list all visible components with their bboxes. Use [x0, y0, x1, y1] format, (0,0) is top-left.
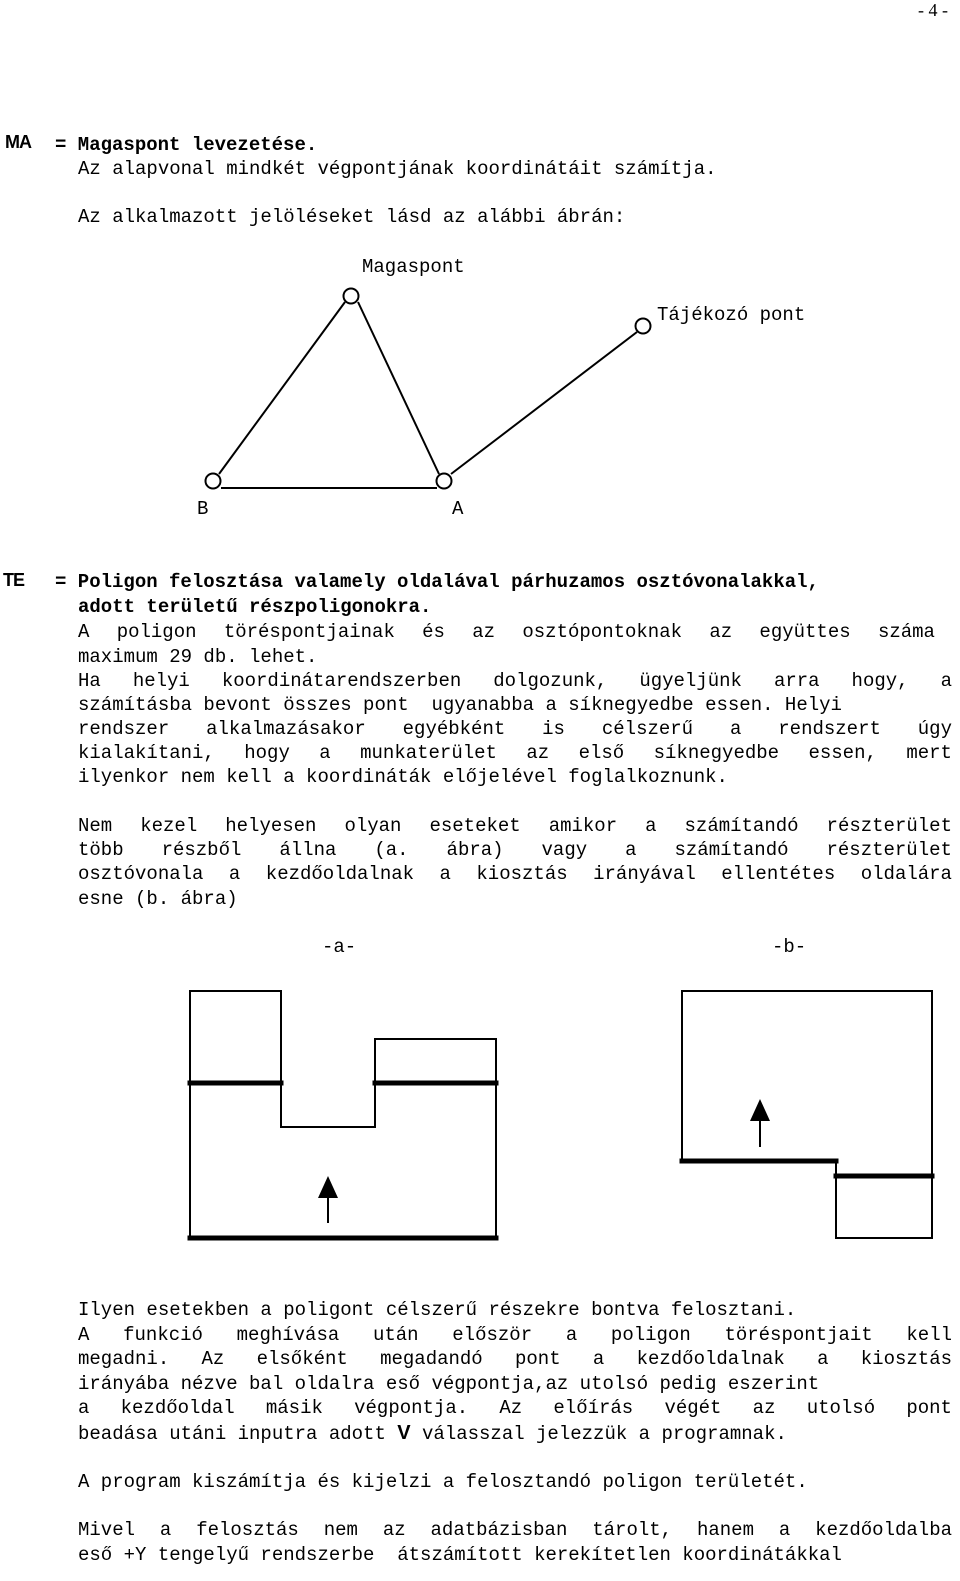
word: első — [578, 742, 625, 764]
word: a — [159, 1519, 172, 1541]
para4-line2 — [78, 1323, 952, 1347]
word: számítandó — [674, 839, 789, 861]
word: megadni. — [78, 1348, 170, 1370]
te-title-line2: adott területű részpoligonokra. — [78, 596, 432, 618]
page-number: - 4 - — [918, 0, 948, 20]
word: utolsó — [806, 1397, 876, 1419]
word: is — [542, 718, 565, 740]
word: részből — [161, 839, 242, 861]
label-a: A — [452, 498, 464, 520]
word: Az — [201, 1348, 225, 1370]
word: kialakítani, — [78, 742, 215, 764]
word: amikor — [548, 815, 618, 837]
word: úgy — [917, 718, 952, 740]
word: essen, — [808, 742, 877, 764]
word: és — [422, 621, 445, 643]
word: felosztás — [196, 1519, 299, 1541]
direction-arrow-a-icon — [318, 1176, 338, 1198]
te-para2-line5: ilyenkor nem kell a koordináták előjelével foglalkoznunk. — [78, 766, 728, 788]
word: oldalára — [860, 863, 952, 885]
section-tag-ma: MA — [5, 132, 31, 152]
polygon-a — [190, 991, 496, 1238]
word: (a. — [374, 839, 409, 861]
word: vagy — [541, 839, 588, 861]
word: pont — [906, 1397, 952, 1419]
word: a — [625, 839, 637, 861]
word: irányával — [593, 863, 696, 885]
polygon-b — [682, 991, 932, 1238]
word: a — [439, 863, 451, 885]
word: kezel — [140, 815, 198, 837]
word: eseteket — [429, 815, 521, 837]
section-tag-te: TE — [3, 570, 25, 590]
word: osztóvonala — [78, 863, 204, 885]
word: a — [565, 1324, 578, 1346]
word: a — [940, 670, 952, 692]
word: poligon — [116, 621, 197, 643]
direction-arrow-b-icon — [750, 1099, 770, 1121]
word: az — [752, 1397, 776, 1419]
word: ábra) — [446, 839, 504, 861]
para4-line4: irányába nézve bal oldalra eső végpontja,az utolsó pedig eszerint — [78, 1373, 820, 1395]
word: a — [228, 863, 241, 885]
word: töréspontjainak — [223, 621, 395, 643]
word: számítandó — [684, 815, 799, 837]
word: száma — [877, 621, 935, 643]
para4-line3 — [78, 1347, 952, 1371]
label-b: B — [197, 498, 209, 520]
word: célszerű — [601, 718, 694, 740]
word: adatbázisban — [430, 1519, 568, 1541]
word: együttes — [759, 621, 851, 643]
word: az — [382, 1519, 406, 1541]
label-tajekozo-pont: Tájékozó pont — [657, 304, 806, 326]
ma-title: = Magaspont levezetése. — [55, 134, 318, 156]
word: hogy, — [851, 670, 909, 692]
word: a — [817, 1348, 829, 1370]
word: végét — [664, 1397, 722, 1419]
word: ügyeljünk — [639, 670, 742, 692]
word: tárolt, — [592, 1519, 673, 1541]
word: kiosztás — [476, 863, 568, 885]
word: alkalmazásakor — [206, 718, 366, 740]
word: kezdőoldalba — [815, 1519, 952, 1541]
te-title-line1: = Poligon felosztása valamely oldalával párhuzamos osztóvonalakkal, — [55, 571, 819, 593]
word: másik — [265, 1397, 323, 1419]
word: Az — [499, 1397, 523, 1419]
para4-line6 — [78, 1421, 787, 1446]
word: előírás — [553, 1397, 634, 1419]
word: hogy — [244, 742, 290, 764]
word: olyan — [344, 815, 402, 837]
word: a — [319, 742, 331, 764]
word: először — [452, 1324, 533, 1346]
ma-description: Az alapvonal mindkét végpontjának koordinátáit számítja. — [78, 158, 717, 180]
word: Nem — [78, 815, 113, 837]
word: után — [372, 1324, 419, 1346]
word: állna — [279, 839, 337, 861]
word: ellentétes — [721, 863, 836, 885]
word: egyébként — [402, 718, 506, 740]
label-figure-a: -a- — [322, 936, 357, 958]
word: megadandó — [380, 1348, 483, 1370]
word: Mivel — [78, 1519, 136, 1541]
word: töréspontjait — [724, 1324, 873, 1346]
word: a — [729, 718, 742, 740]
word: rendszert — [778, 718, 881, 740]
word: elsőként — [256, 1348, 348, 1370]
te-para2-line2: számításba bevont összes pont ugyanabba a síknegyedbe essen. Helyi — [78, 694, 842, 716]
word: hanem — [696, 1519, 754, 1541]
word: Ha — [78, 670, 101, 692]
word: az — [526, 742, 550, 764]
word: A — [78, 621, 90, 643]
para4-line1: Ilyen esetekben a poligont célszerű részekre bontva felosztani. — [78, 1299, 797, 1321]
word: a — [778, 1519, 791, 1541]
para4-line5 — [78, 1396, 952, 1420]
word: több — [78, 839, 124, 861]
word: arra — [773, 670, 820, 692]
para5: A program kiszámítja és kijelzi a felosztandó poligon területét. — [78, 1471, 808, 1493]
word: az — [472, 621, 496, 643]
word: dolgozunk, — [493, 670, 608, 692]
word: részterület — [826, 839, 952, 861]
para6-line1 — [78, 1518, 952, 1542]
word: kiosztás — [860, 1348, 952, 1370]
word: a — [645, 815, 657, 837]
para4-line6-before: beadása utáni inputra adott — [78, 1423, 398, 1445]
word: poligon — [610, 1324, 691, 1346]
word: munkaterület — [360, 742, 497, 764]
answer-key-v: V — [397, 1422, 411, 1444]
word: a — [78, 1397, 90, 1419]
para6-line2: eső +Y tengelyű rendszerbe átszámított kerekítetlen koordinátákkal — [78, 1544, 842, 1566]
word: osztópontoknak — [522, 621, 683, 643]
word: mert — [906, 742, 952, 764]
word: kezdőoldalnak — [636, 1348, 785, 1370]
word: végpontja. — [354, 1397, 469, 1419]
word: síknegyedbe — [653, 742, 780, 764]
word: nem — [323, 1519, 358, 1541]
word: koordinátarendszerben — [221, 670, 462, 692]
word: kezdőoldal — [120, 1397, 235, 1419]
para4-line6-after: válasszal jelezzük a programnak. — [410, 1423, 787, 1445]
word: részterület — [826, 815, 952, 837]
word: kezdőoldalnak — [265, 863, 415, 885]
word: a — [592, 1348, 605, 1370]
ma-figure-intro: Az alkalmazott jelöléseket lásd az alábbi ábrán: — [78, 206, 626, 228]
word: helyi — [132, 670, 190, 692]
word: meghívása — [236, 1324, 340, 1346]
label-magaspont: Magaspont — [362, 256, 465, 278]
word: rendszer — [78, 718, 170, 740]
word: kell — [906, 1324, 952, 1346]
word: funkció — [123, 1324, 203, 1346]
word: helyesen — [225, 815, 317, 837]
word: pont — [515, 1348, 561, 1370]
te-para3-line4: esne (b. ábra) — [78, 888, 238, 910]
te-para1-line2: maximum 29 db. lehet. — [78, 646, 318, 668]
label-figure-b: -b- — [772, 936, 807, 958]
word: A — [78, 1324, 90, 1346]
word: az — [709, 621, 733, 643]
